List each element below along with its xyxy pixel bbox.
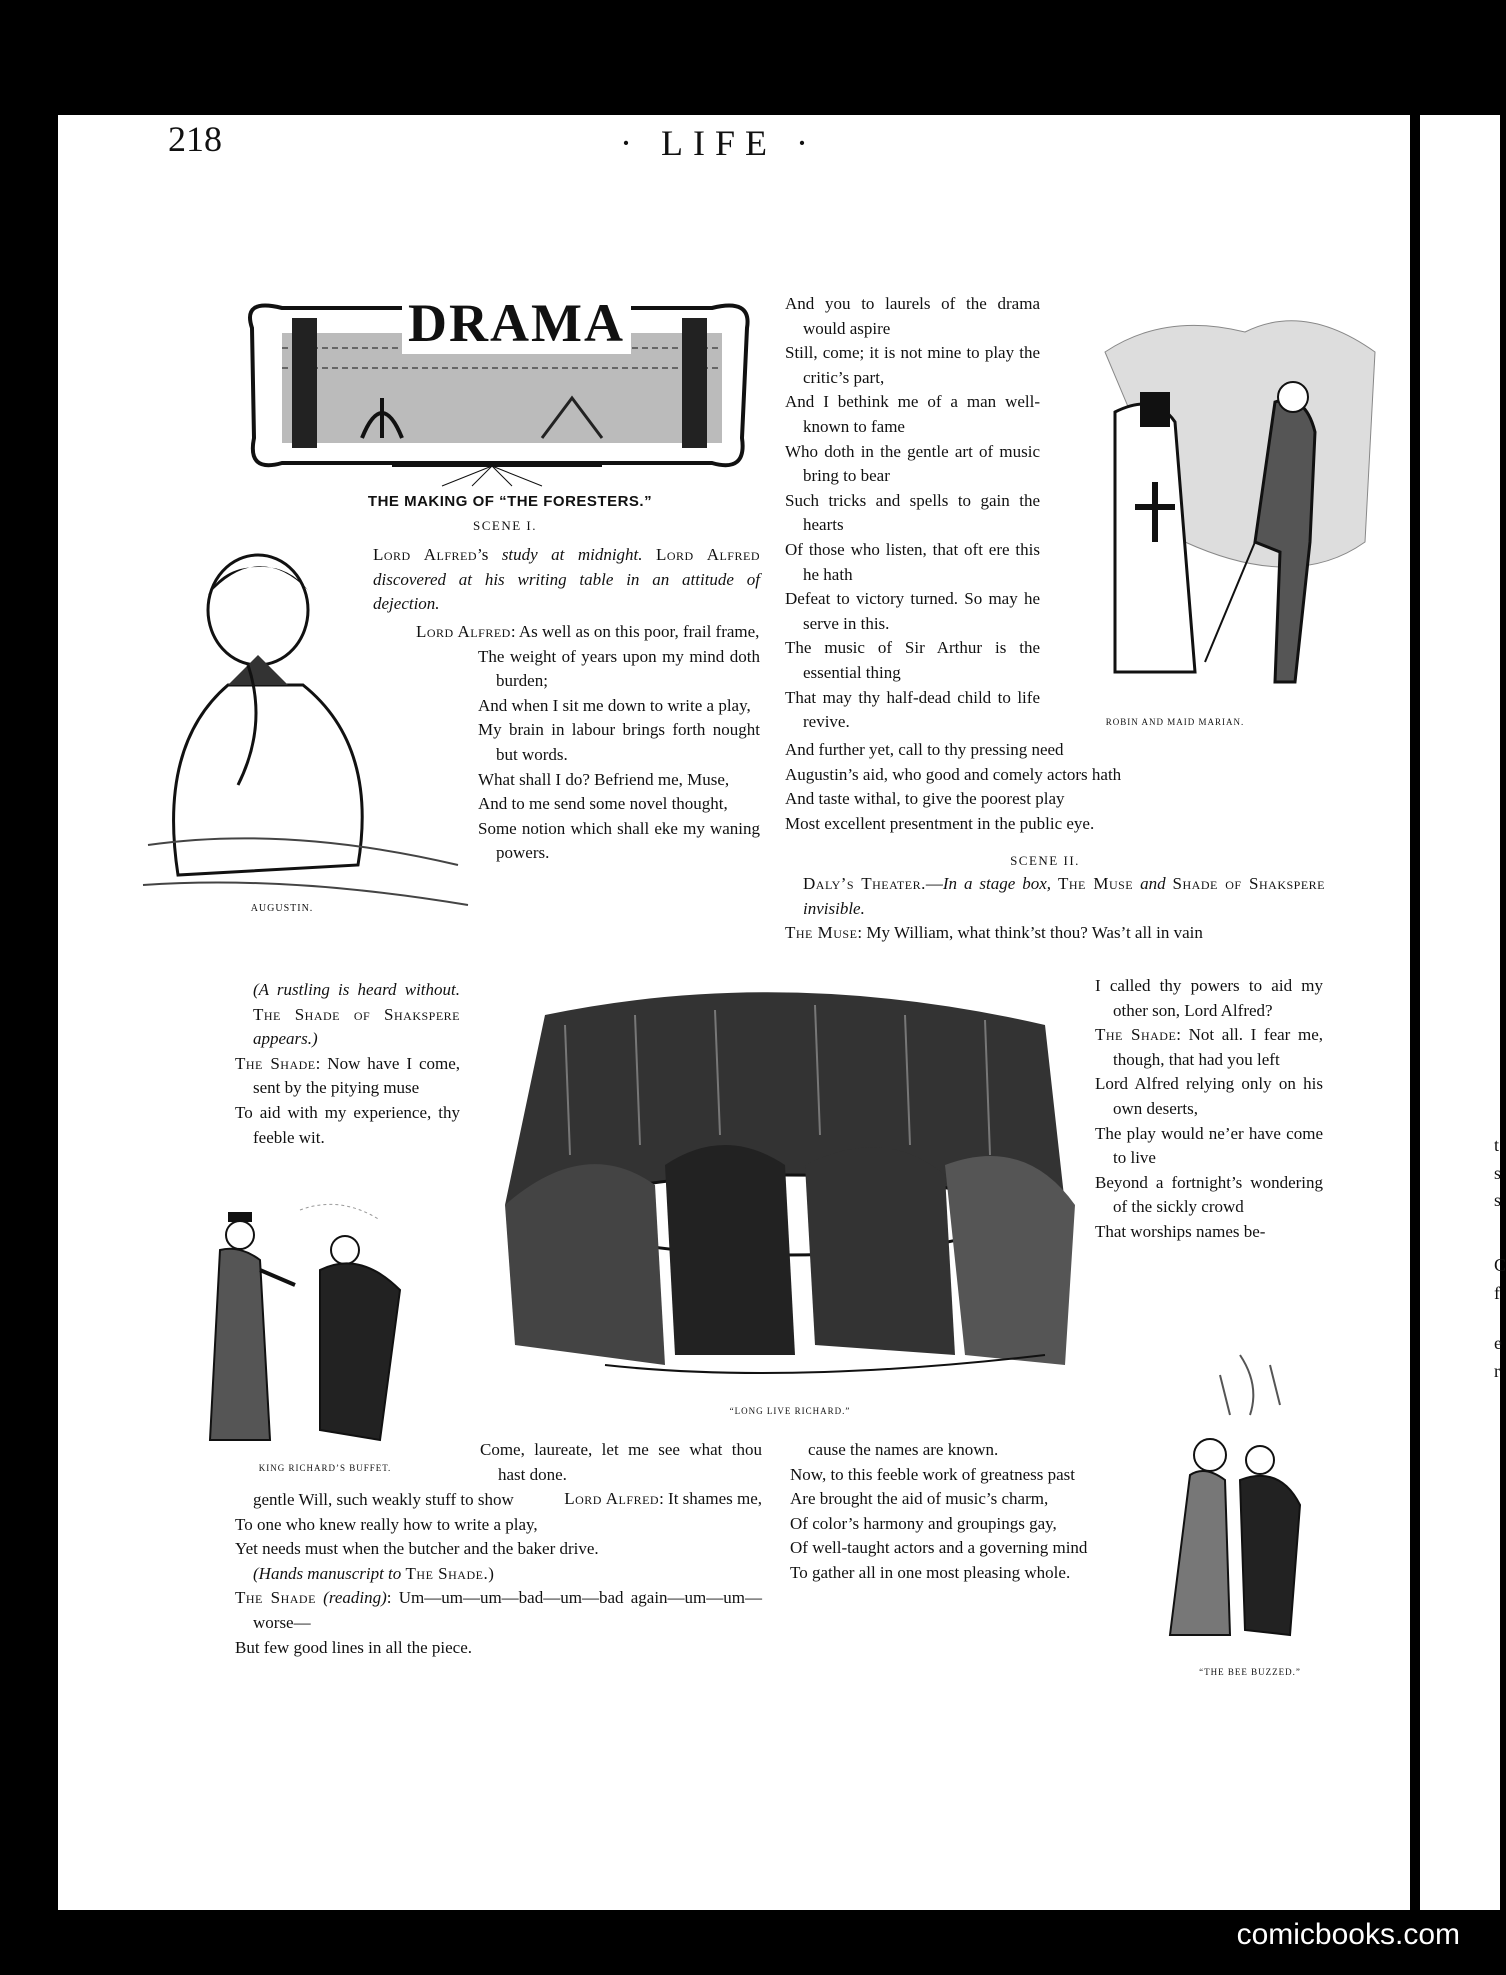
long-live-richard-illustration [485, 985, 1085, 1395]
setting-text [643, 545, 656, 564]
verse-line: Yet needs must when the butcher and the baker drive. [235, 1539, 599, 1559]
character-name: The Muse [1058, 874, 1134, 893]
verse-line: Still, come; it is not mine to play the critic’s part, [785, 343, 1040, 387]
stage-direction: (reading) [323, 1588, 387, 1608]
site-watermark: comicbooks.com [1160, 1910, 1460, 1960]
verse-line: : My William, what think’st thou? Was’t all in vain [857, 923, 1203, 943]
verse-line: : Now have I come, sent by the pitying muse [253, 1053, 461, 1098]
verse-line: : Um—um—um—bad—um—bad again—um—um—worse— [253, 1588, 762, 1632]
verse-line: Of color’s harmony and groupings gay, [790, 1513, 1057, 1533]
speaker-name: Lord Alfred [564, 1489, 660, 1509]
the-bee-buzzed-illustration [1150, 1345, 1345, 1645]
verse-line: Augustin’s aid, who good and comely actors hath [785, 764, 1122, 784]
setting-text: In a stage box, [942, 874, 1052, 893]
verse-line: Come, laureate, let me see what thou hast done. [480, 1440, 762, 1484]
verse-line: Lord Alfred relying only on his own deserts, [1095, 1074, 1323, 1118]
edge-fragment: r [1494, 1361, 1500, 1381]
page-number: 218 [168, 119, 222, 159]
verse-line: Defeat to victory turned. So may he serve in this. [785, 589, 1040, 633]
right-column-verse [785, 292, 1040, 735]
setting-text: study at midnight. [501, 545, 643, 564]
drama-banner-illustration [242, 288, 757, 488]
verse-line: The weight of years upon my mind doth burden; [478, 646, 760, 691]
verse-line: Are brought the aid of music’s charm, [790, 1489, 1049, 1509]
stage-direction: appears.) [253, 1029, 318, 1049]
verse-line: I called thy powers to aid my other son, Lord Alfred? [1095, 976, 1323, 1020]
speaker-name: The Shade [235, 1053, 316, 1073]
character-name: Shade of Shakspere [1172, 874, 1326, 893]
robin-and-maid-marian-illustration [1045, 292, 1385, 712]
character-name: The Shade. [405, 1563, 489, 1583]
long-live-richard-caption: “LONG LIVE RICHARD.” [729, 1406, 851, 1416]
edge-fragment: s [1494, 1163, 1502, 1183]
character-name: The Shade of Shakspere [253, 1004, 460, 1024]
verse-line: And taste withal, to give the poorest play [785, 789, 1065, 809]
adjacent-page-edge [1420, 115, 1506, 1910]
verse-line: Most excellent presentment in the public eye. [785, 813, 1095, 833]
verse-line: And to me send some novel thought, [478, 794, 728, 814]
verse-line: cause the names are known. [808, 1440, 999, 1459]
scene-one-setting [355, 543, 760, 617]
speaker-name: The Shade [1095, 1025, 1177, 1045]
king-richards-buffet-caption: KING RICHARD’S BUFFET. [258, 1463, 392, 1473]
character-name: Lord Alfred [655, 545, 760, 564]
verse-line: My brain in labour brings forth nought but words. [478, 720, 760, 764]
verse-line: And you to laurels of the drama would aspire [785, 294, 1040, 338]
verse-line: And when I sit me down to write a play, [478, 695, 751, 715]
scene-two-heading: SCENE II. [1010, 853, 1080, 868]
lord-alfred-speech [416, 620, 760, 866]
verse-line: Who doth in the gentle art of music bring to bear [785, 441, 1040, 486]
verse-line: Now, to this feeble work of greatness past [790, 1464, 1075, 1484]
verse-line: gentle Will, such weakly stuff to show [253, 1490, 514, 1509]
banner-title: DRAMA [402, 292, 631, 354]
verse-line: But few good lines in all the piece. [235, 1637, 472, 1657]
right-column-verse-wide [785, 738, 1325, 836]
verse-line: Of those who listen, that oft ere this he hath [785, 539, 1040, 584]
verse-line: Such tricks and spells to gain the hearts [785, 490, 1040, 535]
setting-text: and [1133, 874, 1166, 893]
setting-text: — [925, 874, 943, 893]
verse-line: : It shames me, [659, 1489, 762, 1509]
edge-fragment: t [1494, 1135, 1500, 1155]
bottom-right-verse [790, 1438, 1128, 1586]
masthead: · LIFE · [620, 123, 818, 163]
stage-direction: (A rustling is heard without. [253, 980, 460, 999]
verse-line: The play would ne’er have come to live [1095, 1123, 1323, 1168]
speaker-name: Lord Alfred [416, 622, 511, 641]
setting-text: discovered at his writing table in an attitude of dejection. [373, 569, 760, 614]
verse-line: Of well-taught actors and a governing mind [790, 1538, 1088, 1558]
left-middle-verse [235, 978, 460, 1150]
robin-caption: ROBIN AND MAID MARIAN. [1105, 717, 1245, 727]
king-richards-buffet-illustration [180, 1190, 460, 1455]
verse-line: Some notion which shall eke my waning powers. [478, 818, 760, 863]
article-headline: THE MAKING OF “THE FORESTERS.” [367, 493, 653, 510]
character-name: Lord Alfred [373, 545, 478, 564]
verse-line: That worships names be- [1095, 1221, 1266, 1241]
verse-line: Not all. I fear me, though, that had you left [1113, 1025, 1323, 1069]
edge-fragment: s [1494, 1190, 1502, 1210]
bottom-left-verse [235, 1488, 762, 1660]
the-bee-buzzed-caption: “THE BEE BUZZED.” [1199, 1667, 1301, 1677]
stage-direction: ) [488, 1563, 494, 1583]
verse-line: That may thy half-dead child to life revive. [785, 687, 1040, 732]
verse-line: What shall I do? Befriend me, Muse, [478, 769, 730, 789]
scene-two-setting [785, 872, 1325, 946]
setting-text: Daly’s Theater. [803, 874, 926, 893]
verse-line: Beyond a fortnight’s wondering of the sickly crowd [1095, 1172, 1323, 1217]
verse-line: To aid with my experience, thy feeble wit. [235, 1102, 460, 1147]
verse-line: To one who knew really how to write a play, [235, 1514, 538, 1534]
edge-fragment: f [1494, 1283, 1500, 1303]
verse-line: To gather all in one most pleasing whole. [790, 1562, 1071, 1582]
edge-fragment: e [1494, 1333, 1502, 1353]
setting-text: ’s [477, 545, 502, 564]
middle-right-verse: I called thy powers to aid my other son, Lord Alfred? The Shade: Not all. I fear me, though, that had you left Lord Alfred relying only on his own deserts, The play would ne’er have come to live Beyond a fortnight’s wondering of the sickly crowd That worships names be- [1095, 974, 1323, 1245]
verse-line: The music of Sir Arthur is the essential thing [785, 638, 1040, 682]
setting-text: invisible. [803, 898, 865, 918]
edge-fragment: C [1494, 1255, 1506, 1275]
verse-line: And further yet, call to thy pressing need [785, 740, 1064, 759]
scene-one-heading: SCENE I. [473, 518, 537, 533]
speaker-name: The Shade [235, 1588, 316, 1608]
stage-direction: (Hands manuscript to [253, 1563, 402, 1583]
verse-line: And I bethink me of a man well-known to fame [785, 392, 1040, 436]
speaker-name: The Muse [785, 923, 858, 943]
augustin-caption: AUGUSTIN. [250, 903, 314, 914]
verse-line: : As well as on this poor, frail frame, [510, 622, 760, 641]
